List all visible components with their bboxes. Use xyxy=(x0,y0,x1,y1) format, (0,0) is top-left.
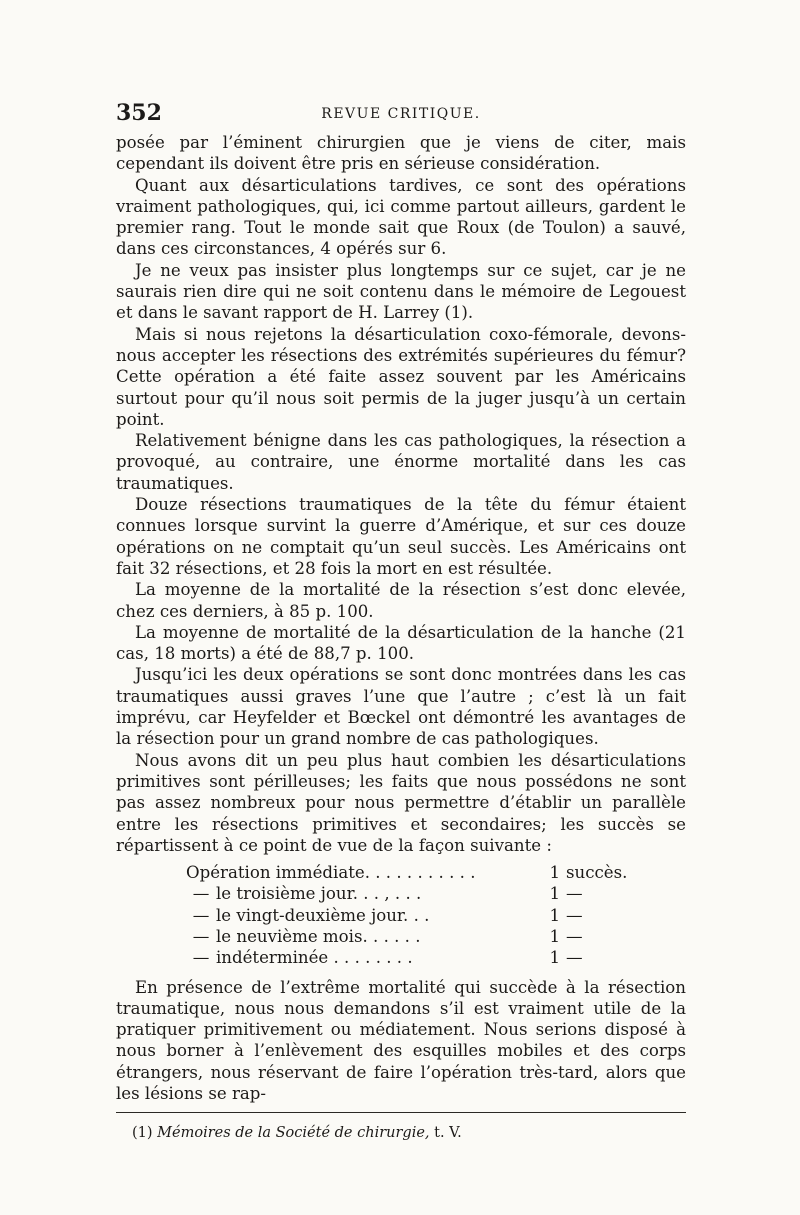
paragraph: Jusqu’ici les deux opérations se sont donc montrées dans les cas traumatiques aussi graves l’une que l’autre ; c’est là un fait imprévu, car Heyfelder et Bœckel ont démontré les avantages de la résection pour un grand nombre de cas pathologiques. xyxy=(116,665,686,749)
table-row xyxy=(186,883,646,904)
row-outcome: — xyxy=(566,948,583,968)
results-table xyxy=(186,862,646,968)
table-row xyxy=(186,926,646,947)
row-outcome: succès. xyxy=(566,863,628,883)
body-text xyxy=(116,132,686,1104)
running-head xyxy=(116,100,686,130)
row-outcome: — xyxy=(566,926,583,946)
row-label: le neuvième mois. . . . . . xyxy=(216,926,421,946)
footnote xyxy=(132,1123,686,1143)
footnote-rule xyxy=(116,1112,686,1113)
paragraph: Relativement bénigne dans les cas pathologiques, la résection a provoqué, au contraire, une énorme mortalité dans les cas traumatiques. xyxy=(116,431,686,493)
paragraph: Je ne veux pas insister plus longtemps sur ce sujet, car je ne saurais rien dire qui ne soit contenu dans le mémoire de Legouest et dans le savant rapport de H. Larrey (1). xyxy=(116,260,686,323)
footnote-source: Mémoires de la Société de chirurgie, xyxy=(157,1125,430,1141)
ditto-dash: — xyxy=(192,884,210,904)
paragraph: posée par l’éminent chirurgien que je viens de citer, mais cependant ils doivent être pris en sérieuse considération. xyxy=(116,133,686,174)
row-outcome: — xyxy=(566,905,583,925)
row-label: indéterminée . . . . . . . . xyxy=(216,948,413,968)
row-label: Opération immédiate. . . . . . . . . . . xyxy=(186,863,476,883)
row-count: 1 xyxy=(549,926,560,946)
ditto-dash: — xyxy=(192,905,210,925)
ditto-dash: — xyxy=(192,948,210,968)
row-label: le troisième jour. . . , . . . xyxy=(216,884,422,904)
row-label: le vingt-deuxième jour. . . xyxy=(216,905,430,925)
row-count: 1 xyxy=(549,948,560,968)
paragraph: Douze résections traumatiques de la tête du fémur étaient connues lorsque survint la guerre d’Amérique, et sur ces douze opérations on ne comptait qu’un seul succès. Les Américains ont fait 32 résections, et 28 fois la mort en est résultée. xyxy=(116,495,686,578)
paragraph: Quant aux désarticulations tardives, ce sont des opérations vraiment pathologiques, qui, ici comme partout ailleurs, gardent le premier rang. Tout le monde sait que Roux (de Toulon) a sauvé, dans ces circonstances, 4 opérés sur 6. xyxy=(116,175,686,259)
row-count: 1 xyxy=(549,863,560,883)
row-outcome: — xyxy=(566,884,583,904)
page-number: 352 xyxy=(116,100,162,126)
paragraph: La moyenne de la mortalité de la résection s’est donc elevée, chez ces derniers, à 85 p. 100. xyxy=(116,580,686,621)
paragraph: La moyenne de mortalité de la désarticulation de la hanche (21 cas, 18 morts) a été de 88,7 p. 100. xyxy=(116,622,686,664)
table-row xyxy=(186,947,646,968)
paragraph: Mais si nous rejetons la désarticulation coxo-fémorale, devons-nous accepter les résections des extrémités supérieures du fémur? Cette opération a été faite assez souvent par les Américains surtout pour qu’il nous soit permis de la juger jusqu’à un certain point. xyxy=(116,324,686,429)
paragraph: En présence de l’extrême mortalité qui succède à la résection traumatique, nous nous demandons s’il est vraiment utile de la pratiquer primitivement ou médiatement. Nous serions disposé à nous borner à l’enlèvement des esquilles mobiles et des corps étrangers, nous réservant de faire l’opération très-tard, alors que les lésions se rap- xyxy=(116,977,686,1104)
table-row xyxy=(186,862,646,883)
journal-title: REVUE CRITIQUE. xyxy=(321,106,481,122)
ditto-dash: — xyxy=(192,926,210,946)
footnote-volume: t. V. xyxy=(434,1125,462,1141)
footnote-marker: (1) xyxy=(132,1125,153,1141)
table-row xyxy=(186,905,646,926)
paragraph: Nous avons dit un peu plus haut combien les désarticulations primitives sont périlleuses; les faits que nous possédons ne sont pas assez nombreux pour nous permettre d’établir un parallèle entre les résections primitives et secondaires; les succès se répartissent à ce point de vue de la façon suivante : xyxy=(116,750,686,855)
row-count: 1 xyxy=(549,884,560,904)
row-count: 1 xyxy=(549,905,560,925)
